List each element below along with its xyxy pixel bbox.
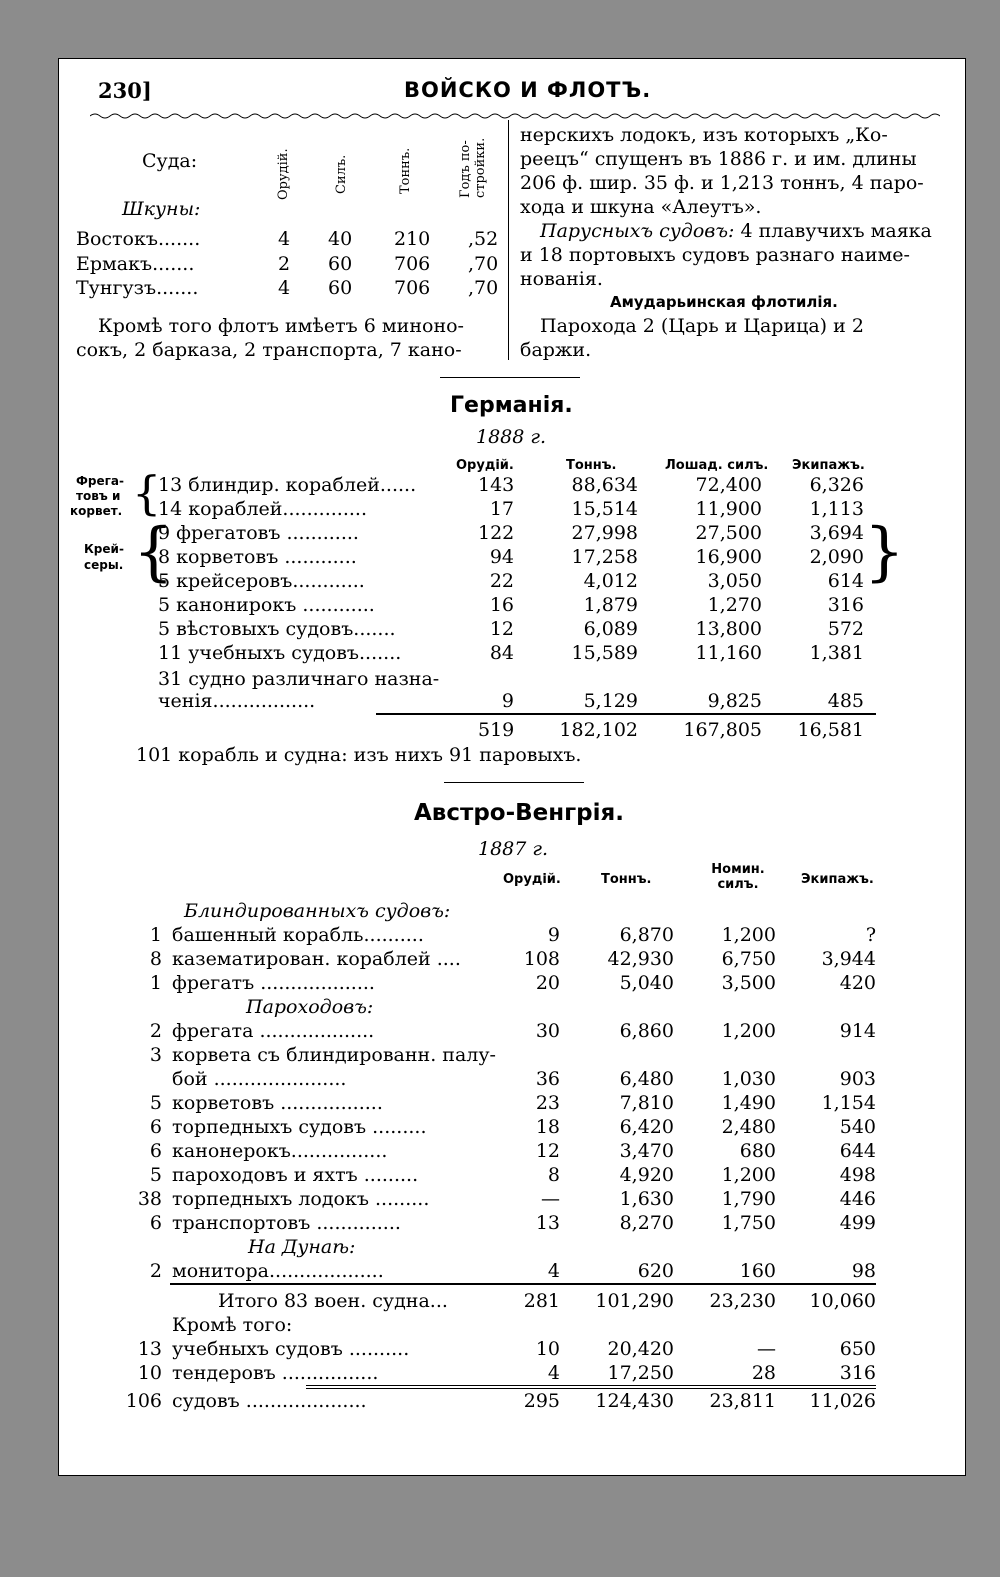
- austria-row-guns: 12: [535, 1140, 560, 1162]
- austria-row-count: 1: [149, 924, 162, 946]
- germany-title: Германія.: [450, 393, 573, 418]
- schooner-year: ,70: [468, 277, 499, 299]
- austria-row-name: пароходовъ и яхтъ .........: [172, 1164, 419, 1186]
- germany-year: 1888 г.: [476, 426, 547, 448]
- austria-row-name: фрегата ...................: [172, 1020, 375, 1042]
- schooner-power: 40: [328, 228, 353, 250]
- austria-row-hp: 3,500: [721, 972, 776, 994]
- germany-row-tons: 5,129: [583, 690, 638, 712]
- austria-col-hp: Номин. силъ.: [711, 862, 765, 892]
- right-text-line: нованія.: [520, 268, 603, 290]
- austria-row-crew: 903: [839, 1068, 876, 1090]
- austria-row-name: торпедныхъ судовъ .........: [172, 1116, 427, 1138]
- extra-row-hp: —: [757, 1338, 776, 1360]
- side-label-cruisers: Крей-: [84, 542, 124, 556]
- austria-row-name: монитора...................: [172, 1260, 384, 1282]
- right-text-line: хода и шкуна «Алеутъ».: [520, 196, 762, 218]
- austria-row-hp: 1,750: [721, 1212, 776, 1234]
- austria-row-name: канонерокъ................: [172, 1140, 388, 1162]
- austria-row-tons: 620: [637, 1260, 674, 1282]
- section-danube: На Дунаѣ:: [248, 1236, 356, 1258]
- austria-row-name: башенный корабль..........: [172, 924, 424, 946]
- schooner-guns: 4: [278, 228, 291, 250]
- germany-row-guns: 84: [489, 642, 514, 664]
- total-count: 106: [125, 1390, 162, 1412]
- germany-row-tons: 6,089: [583, 618, 638, 640]
- germany-total-guns: 519: [478, 719, 515, 741]
- germany-row-name: 9 фрегатовъ ............: [158, 522, 359, 544]
- schooner-name: Тунгузъ.......: [76, 277, 199, 299]
- germany-row-crew: 1,381: [809, 642, 864, 664]
- austria-row-crew: 420: [839, 972, 876, 994]
- germany-row-hp: 11,160: [695, 642, 762, 664]
- total-tons: 124,430: [595, 1390, 674, 1412]
- austria-row-crew: 98: [851, 1260, 876, 1282]
- austria-row-tons: 6,860: [619, 1020, 674, 1042]
- germany-col-tons: Тоннъ.: [566, 458, 617, 473]
- germany-row-name: 14 кораблей..............: [158, 498, 367, 520]
- austria-row-count: 5: [149, 1164, 162, 1186]
- austria-row-crew: 540: [839, 1116, 876, 1138]
- schooner-power: 60: [328, 253, 353, 275]
- germany-row-guns: 9: [501, 690, 514, 712]
- germany-row-hp: 27,500: [695, 522, 762, 544]
- sail-ships-line: [540, 220, 932, 242]
- austria-col-tons: Тоннъ.: [601, 872, 652, 887]
- germany-row-guns: 22: [489, 570, 514, 592]
- germany-row-tons: 1,879: [583, 594, 638, 616]
- germany-col-guns: Орудій.: [456, 458, 514, 473]
- austria-row-count: 6: [149, 1212, 162, 1234]
- sail-ships-label: Парусныхъ судовъ:: [540, 220, 735, 242]
- germany-row-name: 5 вѣстовыхъ судовъ.......: [158, 618, 396, 640]
- germany-row-crew: 614: [827, 570, 864, 592]
- austria-row-name: транспортовъ ..............: [172, 1212, 401, 1234]
- section-armored: Блиндированныхъ судовъ:: [184, 900, 451, 922]
- itogo-hp: 23,230: [709, 1290, 776, 1312]
- austria-year: 1887 г.: [478, 838, 549, 860]
- germany-row-guns: 143: [478, 474, 515, 496]
- austria-col-crew: Экипажъ.: [801, 872, 874, 887]
- germany-row-name: 11 учебныхъ судовъ.......: [158, 642, 402, 664]
- austria-row-crew: 498: [839, 1164, 876, 1186]
- austria-row-hp: 1,200: [721, 924, 776, 946]
- austria-row-crew: 499: [839, 1212, 876, 1234]
- germany-summary: 101 корабль и судна: изъ нихъ 91 паровыхъ.: [136, 744, 582, 766]
- col-header-power: Силъ.: [334, 154, 349, 194]
- austria-row-crew: 3,944: [821, 948, 876, 970]
- right-text-line: нерскихъ лодокъ, изъ которыхъ „Ко-: [520, 124, 888, 146]
- itogo-label: Итого 83 воен. судна...: [218, 1290, 448, 1312]
- schooner-year: ,52: [468, 228, 499, 250]
- austria-row-tons: 7,810: [619, 1092, 674, 1114]
- austria-row-tons: 8,270: [619, 1212, 674, 1234]
- right-text-line: и 18 портовыхъ судовъ разнаго наиме-: [520, 244, 910, 266]
- austria-row-tons: 1,630: [619, 1188, 674, 1210]
- germany-row-crew: 1,113: [809, 498, 864, 520]
- germany-row-crew: 3,694: [809, 522, 864, 544]
- side-label-frigates: корвет.: [70, 504, 123, 518]
- austria-row-tons: 42,930: [607, 948, 674, 970]
- austria-row-tons: 3,470: [619, 1140, 674, 1162]
- austria-row-count: 6: [149, 1140, 162, 1162]
- austria-row-guns: 18: [535, 1116, 560, 1138]
- austria-row-count: 6: [149, 1116, 162, 1138]
- section-rule: [440, 377, 580, 378]
- side-label-frigates: товъ и: [76, 489, 121, 503]
- col-header-year: Годъ по-стройки.: [458, 137, 488, 198]
- side-label-cruisers: серы.: [84, 558, 124, 572]
- germany-row-guns: 17: [489, 498, 514, 520]
- germany-row-hp: 1,270: [707, 594, 762, 616]
- austria-row-hp: 6,750: [721, 948, 776, 970]
- austria-row-tons: 6,420: [619, 1116, 674, 1138]
- austria-row-name: корветовъ .................: [172, 1092, 383, 1114]
- austria-row-name: фрегатъ ...................: [172, 972, 375, 994]
- austria-row-name: бой ......................: [172, 1068, 347, 1090]
- schooner-year: ,70: [468, 253, 499, 275]
- austria-row-name: торпедныхъ лодокъ .........: [172, 1188, 430, 1210]
- schooner-tons: 706: [394, 277, 431, 299]
- austria-row-count: 8: [149, 948, 162, 970]
- austria-row-crew: 644: [839, 1140, 876, 1162]
- right-text-line: баржи.: [520, 339, 592, 361]
- germany-row-name: 8 корветовъ ............: [158, 546, 357, 568]
- germany-row-name: 31 судно различнаго назна-: [158, 668, 440, 690]
- itogo-crew: 10,060: [809, 1290, 876, 1312]
- total-rule: [306, 1385, 876, 1386]
- col-header-guns: Орудій.: [276, 148, 291, 200]
- austria-row-hp: 2,480: [721, 1116, 776, 1138]
- itogo-rule: [170, 1283, 876, 1285]
- schooner-tons: 210: [394, 228, 431, 250]
- total-guns: 295: [523, 1390, 560, 1412]
- right-text-line: 206 ф. шир. 35 ф. и 1,213 тоннъ, 4 паро-: [520, 172, 924, 194]
- austria-row-tons: 4,920: [619, 1164, 674, 1186]
- extra-row-guns: 4: [547, 1362, 560, 1384]
- extra-row-crew: 650: [839, 1338, 876, 1360]
- germany-row-crew: 6,326: [809, 474, 864, 496]
- germany-row-hp: 16,900: [695, 546, 762, 568]
- schooners-heading: Шкуны:: [122, 198, 201, 220]
- extra-row-tons: 20,420: [607, 1338, 674, 1360]
- side-label-frigates: Фрега-: [76, 474, 124, 488]
- austria-row-guns: —: [541, 1188, 560, 1210]
- total-rule: [376, 713, 876, 715]
- fleet-note-line: сокъ, 2 барказа, 2 транспорта, 7 кано-: [76, 339, 462, 361]
- schooner-tons: 706: [394, 253, 431, 275]
- austria-row-guns: 108: [523, 948, 560, 970]
- germany-row-guns: 122: [478, 522, 515, 544]
- section-steamers: Пароходовъ:: [246, 996, 374, 1018]
- total-hp: 23,811: [709, 1390, 776, 1412]
- austria-row-hp: 1,790: [721, 1188, 776, 1210]
- germany-row-tons: 88,634: [571, 474, 638, 496]
- austria-row-hp: 680: [739, 1140, 776, 1162]
- total-rule: [306, 1388, 876, 1389]
- austria-row-guns: 30: [535, 1020, 560, 1042]
- germany-row-tons: 27,998: [571, 522, 638, 544]
- austria-row-crew: 914: [839, 1020, 876, 1042]
- sail-ships-text: 4 плавучихъ маяка: [740, 220, 932, 242]
- itogo-guns: 281: [523, 1290, 560, 1312]
- column-divider: [508, 120, 509, 360]
- austria-row-guns: 36: [535, 1068, 560, 1090]
- austria-row-count: 2: [149, 1260, 162, 1282]
- fleet-note-line: Кромѣ того флотъ имѣетъ 6 миноно-: [98, 315, 464, 337]
- austria-row-tons: 6,480: [619, 1068, 674, 1090]
- germany-row-guns: 12: [489, 618, 514, 640]
- extra-row-hp: 28: [751, 1362, 776, 1384]
- extra-row-tons: 17,250: [607, 1362, 674, 1384]
- schooner-guns: 4: [278, 277, 291, 299]
- germany-row-crew: 316: [827, 594, 864, 616]
- austria-row-tons: 5,040: [619, 972, 674, 994]
- austria-row-guns: 20: [535, 972, 560, 994]
- germany-row-tons: 17,258: [571, 546, 638, 568]
- schooner-name: Востокъ.......: [76, 228, 201, 250]
- germany-row-tons: 15,514: [571, 498, 638, 520]
- austria-row-guns: 9: [547, 924, 560, 946]
- total-crew: 11,026: [809, 1390, 876, 1412]
- germany-row-crew: 485: [827, 690, 864, 712]
- germany-row-name: ченія.................: [158, 690, 316, 712]
- austria-row-count: 38: [137, 1188, 162, 1210]
- austria-row-guns: 23: [535, 1092, 560, 1114]
- schooner-power: 60: [328, 277, 353, 299]
- germany-row-tons: 15,589: [571, 642, 638, 664]
- brace-left: {: [133, 515, 174, 589]
- austria-row-hp: 1,200: [721, 1164, 776, 1186]
- austria-row-hp: 1,200: [721, 1020, 776, 1042]
- brace-left: {: [132, 466, 162, 520]
- austria-row-hp: 1,030: [721, 1068, 776, 1090]
- austria-row-hp: 160: [739, 1260, 776, 1282]
- austria-row-count: 1: [149, 972, 162, 994]
- germany-row-hp: 72,400: [695, 474, 762, 496]
- germany-row-tons: 4,012: [583, 570, 638, 592]
- right-text-line: реецъ“ спущенъ въ 1886 г. и им. длины: [520, 148, 917, 170]
- austria-row-guns: 8: [547, 1164, 560, 1186]
- col-header-tons: Тоннъ.: [398, 147, 413, 194]
- austria-col-guns: Орудій.: [503, 872, 561, 887]
- austria-row-crew: ?: [865, 924, 876, 946]
- germany-row-hp: 11,900: [695, 498, 762, 520]
- germany-row-hp: 3,050: [707, 570, 762, 592]
- austria-row-count: 2: [149, 1020, 162, 1042]
- page-title: ВОЙСКО И ФЛОТЪ.: [404, 78, 652, 102]
- germany-row-crew: 2,090: [809, 546, 864, 568]
- austria-row-crew: 446: [839, 1188, 876, 1210]
- germany-row-crew: 572: [827, 618, 864, 640]
- right-text-line: Парохода 2 (Царь и Царица) и 2: [540, 315, 864, 337]
- extra-row-crew: 316: [839, 1362, 876, 1384]
- schooner-guns: 2: [278, 253, 291, 275]
- germany-row-hp: 9,825: [707, 690, 762, 712]
- amu-flotilla-heading: Амударьинская флотилія.: [610, 293, 838, 311]
- germany-total-tons: 182,102: [559, 719, 638, 741]
- extra-row-name: тендеровъ ................: [172, 1362, 379, 1384]
- germany-row-name: 13 блиндир. кораблей......: [158, 474, 417, 496]
- germany-total-hp: 167,805: [683, 719, 762, 741]
- extra-row-count: 10: [137, 1362, 162, 1384]
- extra-row-name: учебныхъ судовъ ..........: [172, 1338, 410, 1360]
- austria-row-count: 5: [149, 1092, 162, 1114]
- austria-row-guns: 4: [547, 1260, 560, 1282]
- germany-col-crew: Экипажъ.: [792, 458, 865, 473]
- austria-row-hp: 1,490: [721, 1092, 776, 1114]
- extra-row-guns: 10: [535, 1338, 560, 1360]
- header-wavy-rule: [90, 112, 940, 120]
- krome-label: Кромѣ того:: [172, 1314, 293, 1336]
- austria-row-name: казематирован. кораблей ....: [172, 948, 461, 970]
- austria-row-count: 3: [149, 1044, 162, 1066]
- austria-row-guns: 13: [535, 1212, 560, 1234]
- extra-row-count: 13: [137, 1338, 162, 1360]
- germany-row-guns: 94: [489, 546, 514, 568]
- germany-total-crew: 16,581: [797, 719, 864, 741]
- germany-row-hp: 13,800: [695, 618, 762, 640]
- brace-right: }: [864, 515, 905, 589]
- austria-row-crew: 1,154: [821, 1092, 876, 1114]
- germany-col-hp: Лошад. силъ.: [665, 458, 769, 473]
- total-label: судовъ ....................: [172, 1390, 367, 1412]
- austria-title: Австро-Венгрія.: [414, 800, 625, 826]
- germany-row-name: 5 канонирокъ ............: [158, 594, 375, 616]
- schooner-name: Ермакъ.......: [76, 253, 195, 275]
- itogo-tons: 101,290: [595, 1290, 674, 1312]
- germany-row-guns: 16: [489, 594, 514, 616]
- section-rule: [444, 782, 584, 783]
- austria-row-tons: 6,870: [619, 924, 674, 946]
- page-number: 230]: [98, 78, 152, 103]
- austria-row-name: корвета съ блиндированн. палу-: [172, 1044, 496, 1066]
- germany-row-name: 5 крейсеровъ............: [158, 570, 365, 592]
- ships-column-label: Суда:: [142, 150, 198, 172]
